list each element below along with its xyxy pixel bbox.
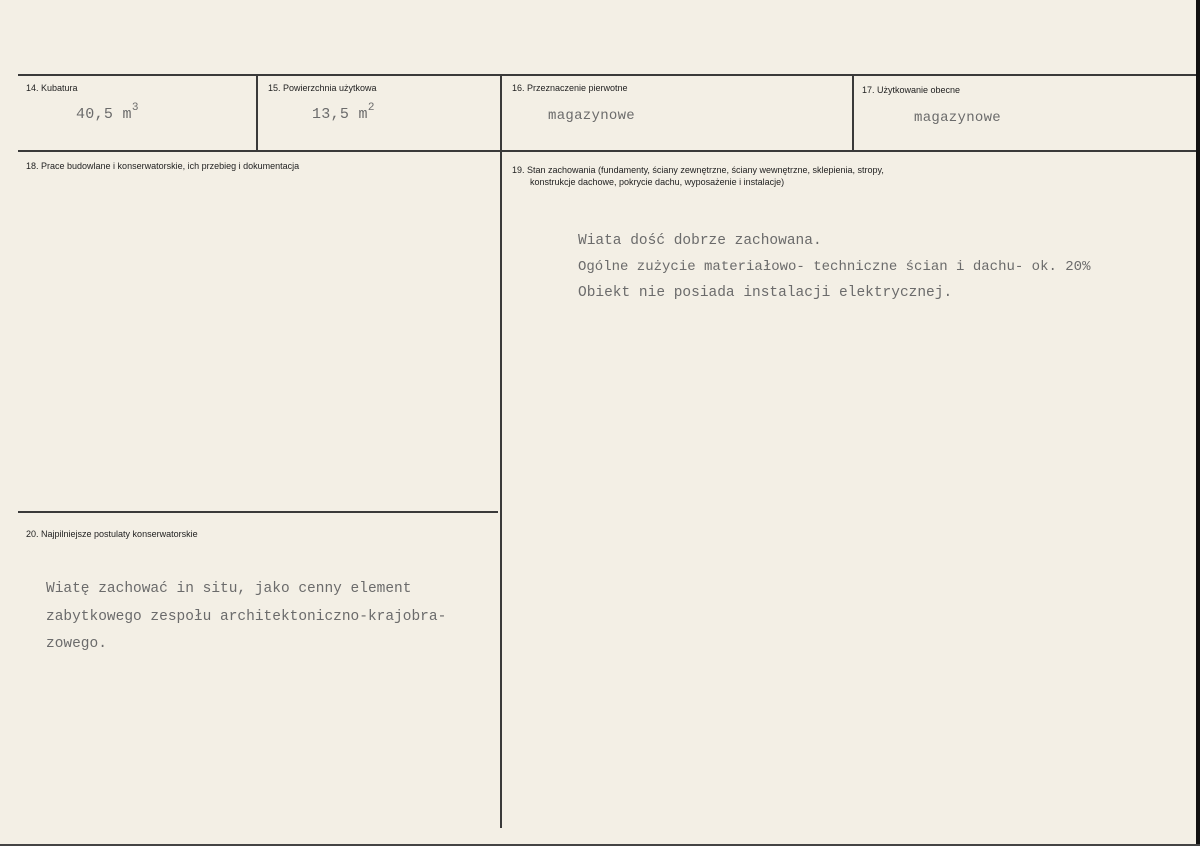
postulaty-line-1: Wiatę zachować in situ, jako cenny element — [46, 581, 412, 597]
uzytkowanie-label: 17. Użytkowanie obecne — [862, 85, 961, 95]
col-divider-2 — [500, 74, 502, 828]
section-rule — [18, 511, 498, 513]
stan-zachowania-line-1: Wiata dość dobrze zachowana. — [578, 233, 822, 249]
przeznaczenie-value: magazynowe — [548, 108, 636, 124]
powierzchnia-label: 15. Powierzchnia użytkowa — [268, 83, 377, 93]
postulaty-line-2: zabytkowego zespołu architektoniczno-krajobra- — [46, 609, 447, 625]
row-rule — [18, 150, 1200, 152]
prace-budowlane-label: 18. Prace budowlane i konserwatorskie, ich przebieg i dokumentacja — [26, 161, 300, 171]
stan-zachowania-label-2: konstrukcje dachowe, pokrycie dachu, wyposażenie i instalacje) — [530, 177, 785, 187]
stan-zachowania-label-1: 19. Stan zachowania (fundamenty, ściany zewnętrzne, ściany wewnętrzne, sklepienia, stropy, — [512, 165, 884, 175]
col-divider-1 — [256, 74, 258, 152]
card-right-edge — [1196, 0, 1200, 846]
przeznaczenie-label: 16. Przeznaczenie pierwotne — [512, 83, 628, 93]
stan-zachowania-line-3: Obiekt nie posiada instalacji elektrycznej. — [578, 285, 953, 301]
uzytkowanie-value: magazynowe — [914, 110, 1002, 126]
stan-zachowania-line-2: Ogólne zużycie materiałowo- techniczne ścian i dachu- ok. 20% — [578, 259, 1091, 275]
postulaty-line-3: zowego. — [46, 636, 107, 652]
kubatura-label: 14. Kubatura — [26, 83, 78, 93]
top-rule — [18, 74, 1200, 76]
kubatura-value: 40,5 $m^3$ — [76, 102, 139, 123]
postulaty-label: 20. Najpilniejsze postulaty konserwatorskie — [26, 529, 198, 539]
col-divider-3 — [852, 74, 854, 152]
powierzchnia-value: 13,5 $m^2$ — [312, 102, 375, 123]
